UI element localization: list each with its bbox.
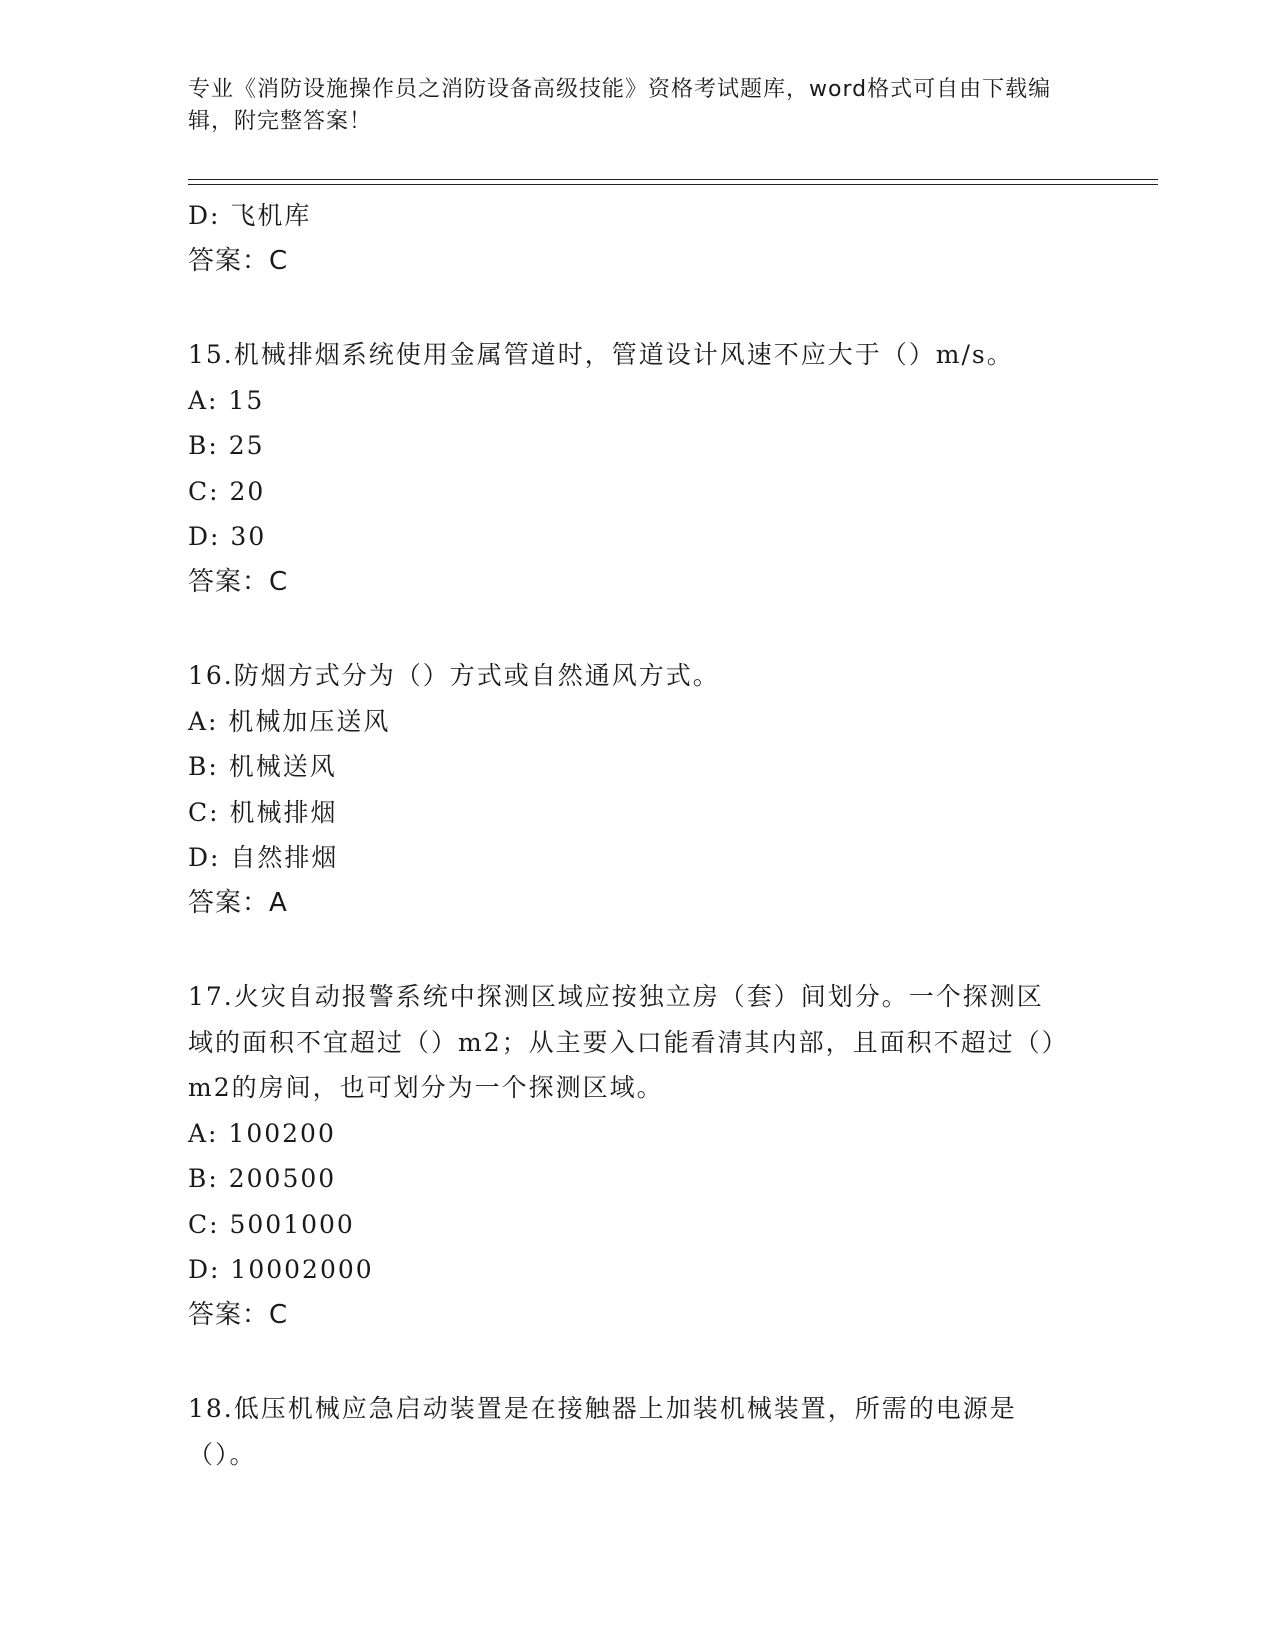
question-16-stem: 16.防烟方式分为（）方式或自然通风方式。 [188, 661, 720, 690]
question-15-option-b: B: 25 [188, 431, 265, 460]
question-16-option-c: C: 机械排烟 [188, 797, 338, 827]
question-16-option-b: B: 机械送风 [188, 752, 337, 781]
header-rule-top [188, 179, 1158, 180]
question-17-stem: 17.火灾自动报警系统中探测区域应按独立房（套）间划分。一个探测区域的面积不宜超过（）m2；从主要入口能看清其内部，且面积不超过（）m2的房间，也可划分为一个探测区域。 [188, 982, 1057, 1102]
question-17-option-d: D: 10002000 [188, 1255, 374, 1284]
question-content [188, 193, 1068, 1477]
question-16-option-d: D: 自然排烟 [188, 843, 339, 872]
question-15-option-a: A: 15 [188, 385, 265, 415]
question-15-stem: 15.机械排烟系统使用金属管道时，管道设计风速不应大于（）m/s。 [188, 340, 1014, 369]
question-17-option-a: A: 100200 [188, 1118, 336, 1148]
question-16-answer: 答案：A [188, 887, 288, 918]
question-16-option-a: A: 机械加压送风 [188, 706, 391, 736]
question-17-option-b: B: 200500 [188, 1164, 337, 1193]
answer-prev: 答案：C [188, 245, 289, 276]
question-17-answer: 答案：C [188, 1299, 289, 1330]
question-17-option-c: C: 5001000 [188, 1209, 355, 1239]
document-header: 专业《消防设施操作员之消防设备高级技能》资格考试题库，word格式可自由下载编辑，附完整答案！ [188, 77, 1052, 134]
option-d-prev: D: 飞机库 [188, 201, 312, 230]
question-18-stem: 18.低压机械应急启动装置是在接触器上加装机械装置，所需的电源是（）。 [188, 1394, 1017, 1469]
question-15-option-c: C: 20 [188, 476, 266, 506]
question-15-option-d: D: 30 [188, 522, 267, 551]
header-rule-bottom [188, 184, 1158, 185]
question-15-answer: 答案：C [188, 566, 289, 597]
